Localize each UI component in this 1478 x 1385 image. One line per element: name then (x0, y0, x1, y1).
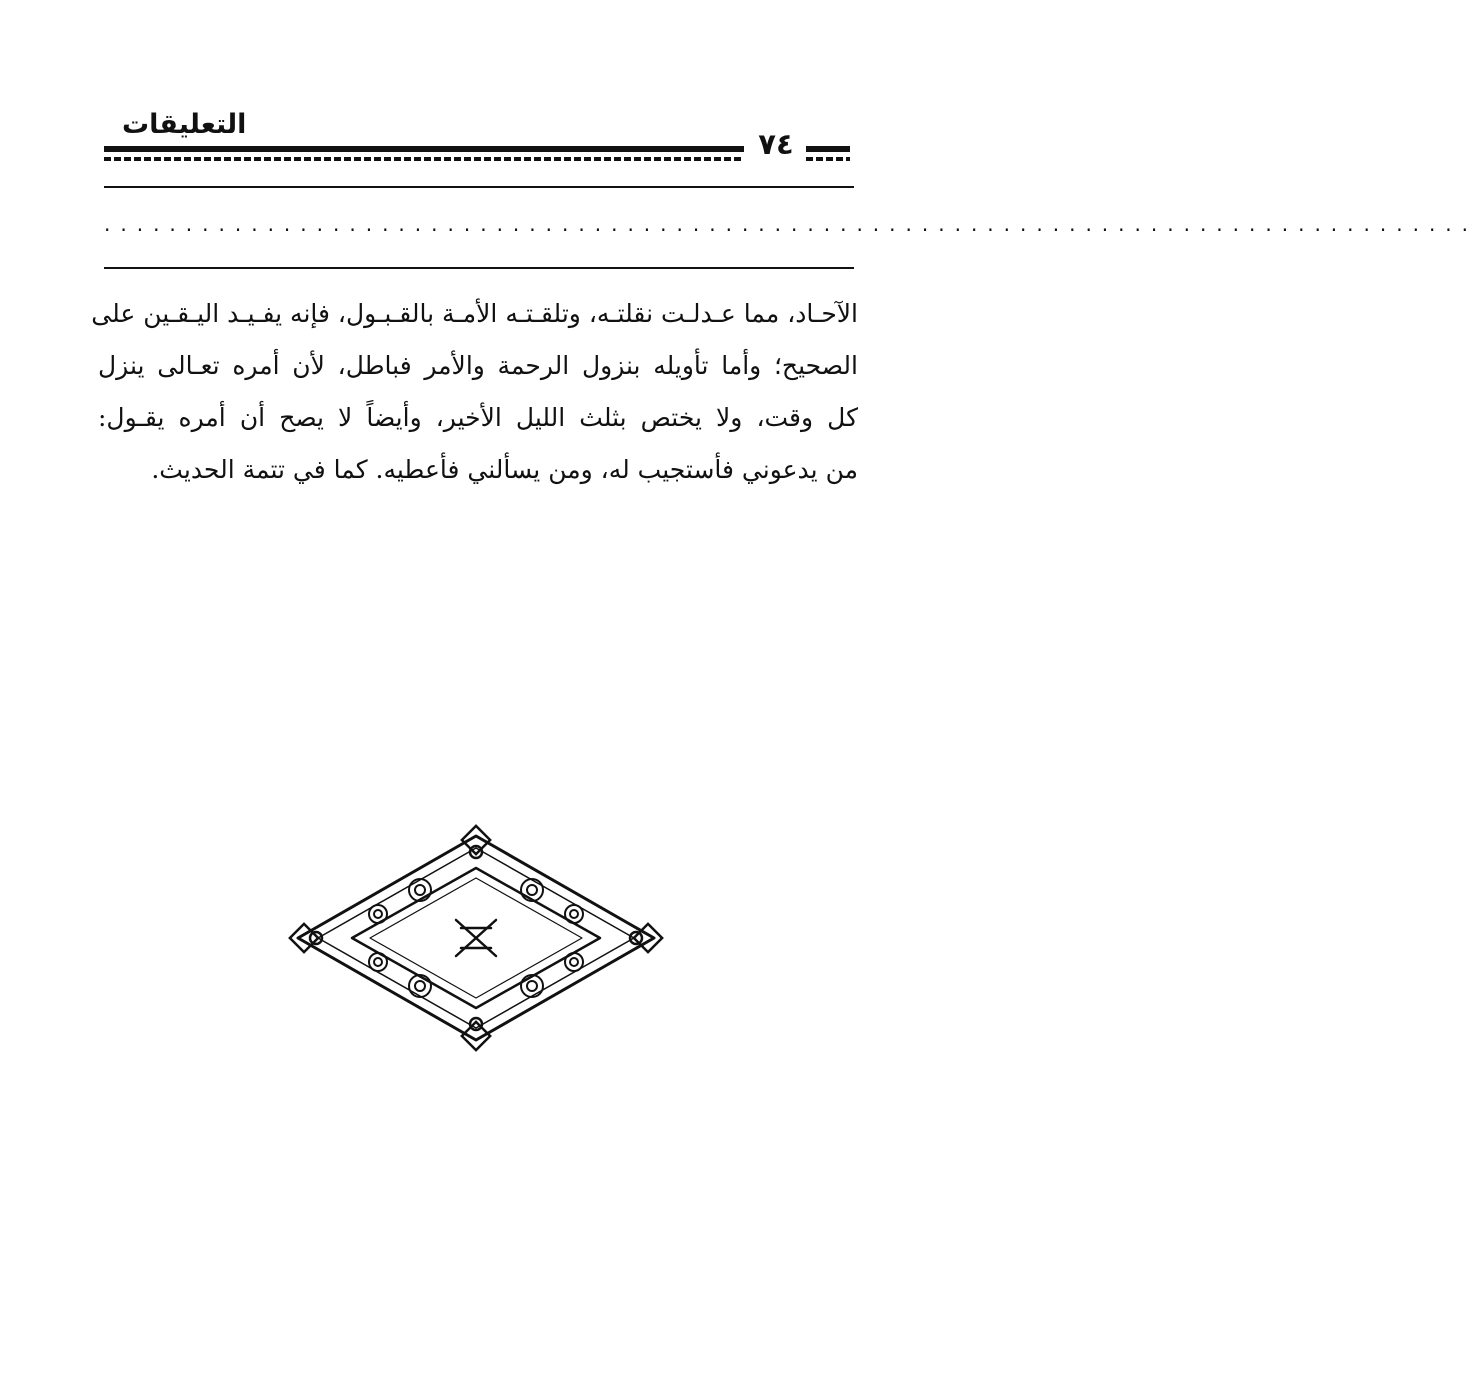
header-title: التعليقات (122, 109, 247, 140)
header-rule-right (806, 146, 850, 152)
body-line: كل وقت، ولا يختص بثلث الليل الأخير، وأيضاً لا يصح أن أمره يقـول: (98, 403, 858, 432)
body-paragraph (91, 288, 858, 496)
ellipsis-dots: .................................................................................... (104, 212, 1478, 236)
body-line: الصحيح؛ وأما تأويله بنزول الرحمة والأمر فباطل، لأن أمره تعـالى ينزل (98, 351, 858, 380)
header-dashed-rule-right (806, 157, 850, 161)
page-number: ٧٤ (758, 127, 794, 161)
header-dashed-rule-left (104, 157, 744, 161)
footnote-top-rule (104, 186, 854, 188)
header-rule-left (104, 146, 744, 152)
footnote-bottom-rule (104, 267, 854, 269)
arabesque-diamond-ornament-icon (290, 828, 662, 1048)
body-line: من يدعوني فأستجيب له، ومن يسألني فأعطيه. كما في تتمة الحديث. (151, 455, 858, 484)
body-line: الآحـاد، مما عـدلـت نقلتـه، وتلقـتـه الأمـة بالقـبـول، فإنه يفـيـد اليـقـين على (91, 299, 858, 328)
